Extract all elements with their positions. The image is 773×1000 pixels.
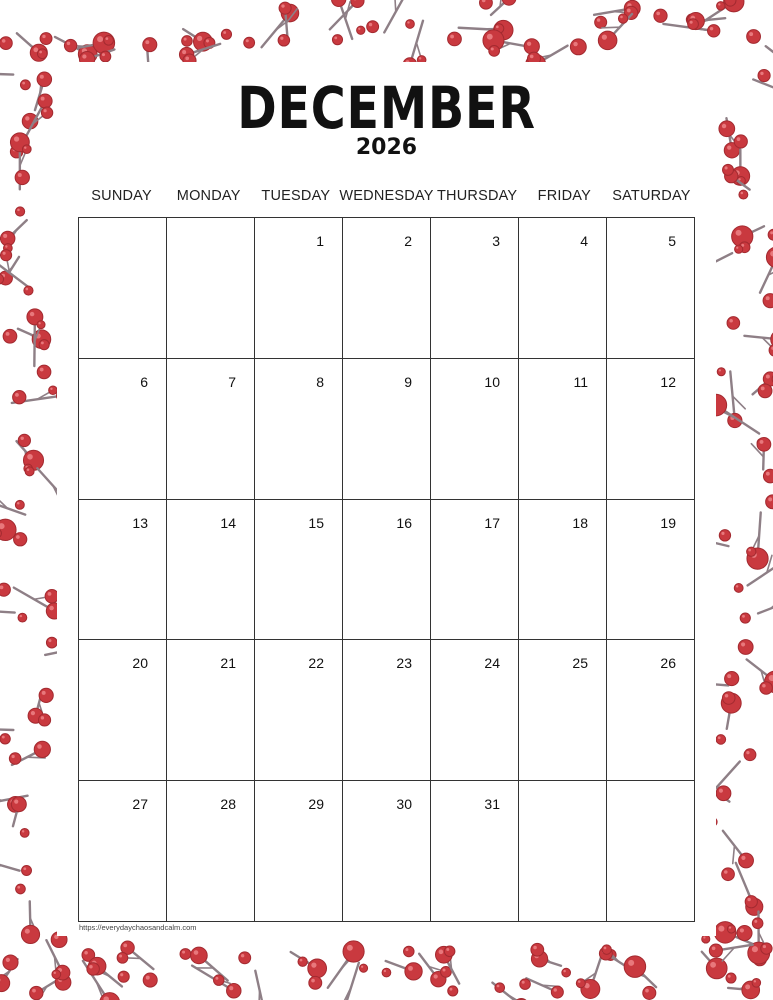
day-number: 7 bbox=[228, 373, 236, 390]
day-cell bbox=[167, 500, 255, 641]
day-cell bbox=[255, 781, 343, 922]
weekday-monday: MONDAY bbox=[176, 188, 241, 204]
weekday-header-row bbox=[78, 186, 695, 206]
day-number: 25 bbox=[572, 655, 588, 672]
day-number: 16 bbox=[396, 514, 412, 531]
day-number: 1 bbox=[316, 233, 324, 249]
day-number: 18 bbox=[572, 514, 588, 531]
day-cell bbox=[431, 359, 519, 500]
day-cell bbox=[431, 218, 519, 359]
day-number: 9 bbox=[404, 373, 412, 390]
weekday-sunday: SUNDAY bbox=[91, 188, 152, 204]
day-cell bbox=[79, 781, 167, 922]
day-cell bbox=[519, 359, 607, 500]
day-cell bbox=[343, 640, 431, 781]
day-cell bbox=[607, 218, 695, 359]
day-number: 4 bbox=[580, 233, 588, 249]
day-number: 15 bbox=[308, 514, 324, 531]
day-number: 22 bbox=[308, 655, 324, 672]
weekday-friday: FRIDAY bbox=[537, 188, 591, 204]
calendar-sheet bbox=[57, 62, 716, 936]
day-cell bbox=[343, 218, 431, 359]
source-url: https://everydaychaosandcalm.com bbox=[79, 923, 197, 932]
day-cell bbox=[607, 781, 695, 922]
day-cell bbox=[255, 218, 343, 359]
day-cell bbox=[255, 359, 343, 500]
day-number: 24 bbox=[484, 655, 500, 672]
day-number: 27 bbox=[132, 796, 148, 813]
month-title: DECEMBER bbox=[237, 74, 536, 142]
day-cell bbox=[519, 640, 607, 781]
day-number: 10 bbox=[484, 373, 500, 390]
day-cell bbox=[607, 640, 695, 781]
day-number: 31 bbox=[484, 796, 500, 813]
weekday-saturday: SATURDAY bbox=[612, 188, 691, 204]
day-number: 21 bbox=[220, 655, 236, 672]
day-cell bbox=[167, 218, 255, 359]
day-number: 2 bbox=[404, 233, 412, 249]
year-label: 2026 bbox=[355, 135, 418, 160]
day-number: 23 bbox=[396, 655, 412, 672]
day-number: 6 bbox=[140, 373, 148, 390]
day-cell bbox=[607, 500, 695, 641]
day-cell bbox=[607, 359, 695, 500]
weekday-thursday: THURSDAY bbox=[437, 188, 518, 204]
day-number: 26 bbox=[660, 655, 676, 672]
day-number: 20 bbox=[132, 655, 148, 672]
day-cell bbox=[519, 218, 607, 359]
day-cell bbox=[255, 640, 343, 781]
day-number: 14 bbox=[220, 514, 236, 531]
day-cell bbox=[79, 640, 167, 781]
day-cell bbox=[431, 500, 519, 641]
day-number: 5 bbox=[668, 233, 676, 249]
day-number: 28 bbox=[220, 796, 236, 813]
day-number: 30 bbox=[396, 796, 412, 813]
day-cell bbox=[431, 781, 519, 922]
day-cell bbox=[343, 359, 431, 500]
day-cell bbox=[79, 359, 167, 500]
day-number: 8 bbox=[316, 373, 324, 390]
day-cell bbox=[79, 218, 167, 359]
day-cell bbox=[167, 640, 255, 781]
day-cell bbox=[167, 359, 255, 500]
day-cell bbox=[79, 500, 167, 641]
day-number: 29 bbox=[308, 796, 324, 813]
day-cell bbox=[343, 781, 431, 922]
day-cell bbox=[519, 500, 607, 641]
day-number: 17 bbox=[484, 514, 500, 531]
day-cell bbox=[255, 500, 343, 641]
day-number: 12 bbox=[660, 373, 676, 390]
day-number: 3 bbox=[492, 233, 500, 249]
day-cell bbox=[343, 500, 431, 641]
weekday-tuesday: TUESDAY bbox=[261, 188, 331, 204]
day-number: 11 bbox=[573, 373, 588, 390]
day-cell bbox=[519, 781, 607, 922]
day-cell bbox=[167, 781, 255, 922]
day-number: 13 bbox=[132, 514, 148, 531]
day-cell bbox=[431, 640, 519, 781]
calendar-grid bbox=[78, 217, 695, 922]
weekday-wednesday: WEDNESDAY bbox=[339, 188, 434, 204]
day-number: 19 bbox=[660, 514, 676, 531]
